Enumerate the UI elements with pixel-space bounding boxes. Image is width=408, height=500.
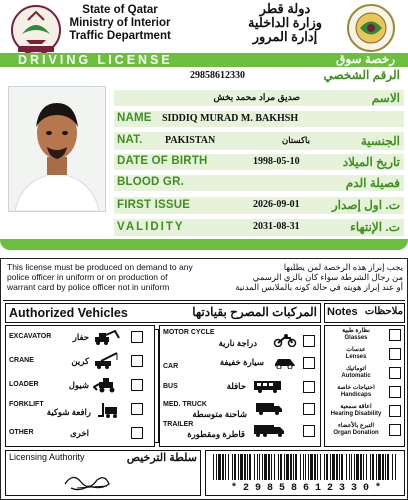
note-ar: احتياجات خاصة bbox=[337, 385, 375, 391]
notice-en-line: police officer in uniform or on production of bbox=[7, 272, 168, 282]
notes-title-en: Notes bbox=[327, 306, 358, 318]
license-title-ar: رخصة سوق bbox=[336, 52, 395, 66]
holder-photo bbox=[8, 86, 106, 212]
truck-icon bbox=[255, 401, 283, 420]
note-en: Glasses bbox=[344, 335, 368, 341]
note-en: Lenses bbox=[345, 354, 367, 360]
name-ar-value: صديق مراد محمد بخش bbox=[213, 92, 300, 102]
barcode-text: * 2 9 8 5 8 6 1 2 3 3 0 * bbox=[230, 483, 382, 494]
issuer-en-line: State of Qatar bbox=[82, 4, 158, 16]
notice-en-line: This license must be produced on demand to any bbox=[7, 262, 193, 272]
field-value: SIDDIQ MURAD M. BAKHSH bbox=[162, 113, 299, 124]
field-label-en: VALIDITY bbox=[117, 221, 185, 233]
vehicle-label-en: BUS bbox=[163, 383, 178, 390]
issuer-ar-line: إدارة المرور bbox=[252, 29, 318, 44]
bottom-band bbox=[0, 239, 408, 250]
vehicle-checkbox[interactable] bbox=[131, 427, 143, 439]
note-checkbox[interactable] bbox=[389, 405, 401, 417]
license-title-en: DRIVING LICENSE bbox=[18, 53, 173, 67]
vehicle-label-ar: قاطرة ومقطورة bbox=[187, 429, 245, 439]
note-item bbox=[327, 385, 385, 399]
authorized-title-ar: المركبات المصرح بقيادتها bbox=[192, 305, 317, 319]
note-ar: نظارة طبية bbox=[342, 328, 370, 334]
field-label-ar: ت. الإنتهاء bbox=[350, 220, 400, 234]
vehicle-label-en: TRAILER bbox=[163, 421, 194, 428]
field-value: PAKISTAN bbox=[165, 135, 216, 146]
field-value-ar: باكستان bbox=[282, 135, 310, 145]
field-label-en: BLOOD GR. bbox=[117, 176, 184, 188]
car-icon bbox=[273, 355, 297, 374]
note-checkbox[interactable] bbox=[389, 329, 401, 341]
notice-ar-line: يجب إبراز هذه الرخصة لمن يطلبها bbox=[283, 262, 403, 272]
vehicle-checkbox[interactable] bbox=[131, 379, 143, 391]
note-checkbox[interactable] bbox=[389, 424, 401, 436]
note-item bbox=[327, 404, 385, 418]
license-back bbox=[0, 258, 408, 500]
vehicle-checkbox[interactable] bbox=[303, 381, 315, 393]
signature bbox=[61, 466, 121, 499]
issuer-ar-line: وزارة الداخلية bbox=[247, 15, 323, 30]
field-value: 2031-08-31 bbox=[253, 221, 300, 232]
notice-en bbox=[7, 262, 227, 292]
vehicle-label-ar: دراجة نارية bbox=[218, 338, 257, 348]
note-ar: اعاقة سمعية bbox=[340, 404, 372, 410]
note-checkbox[interactable] bbox=[389, 348, 401, 360]
vehicle-label-ar: سيارة خفيفة bbox=[219, 357, 264, 367]
gcc-emblem-icon bbox=[344, 3, 398, 53]
vehicle-label-en: MOTOR CYCLE bbox=[163, 329, 215, 336]
vehicle-label-ar: كرين bbox=[71, 356, 89, 366]
field-label-ar: ت. اول إصدار bbox=[331, 198, 400, 212]
loader-icon bbox=[93, 375, 121, 398]
issuer-en bbox=[60, 4, 180, 43]
vehicle-label-en: MED. TRUCK bbox=[163, 401, 207, 408]
field-label-ar: تاريخ الميلاد bbox=[342, 155, 400, 169]
field-value: 2026-09-01 bbox=[253, 199, 300, 210]
vehicle-label-en: LOADER bbox=[9, 381, 39, 388]
vehicle-checkbox[interactable] bbox=[303, 425, 315, 437]
authorized-title-en: Authorized Vehicles bbox=[9, 306, 128, 320]
divider bbox=[3, 300, 405, 301]
notice-en-line: warrant card by police officer not in uniform bbox=[7, 282, 170, 292]
authority-label-ar: سلطة الترخيص bbox=[126, 452, 197, 464]
personal-number: 29858612330 bbox=[190, 70, 245, 81]
vehicle-checkbox[interactable] bbox=[131, 403, 143, 415]
issuer-en-line: Traffic Department bbox=[69, 30, 171, 42]
note-ar: اتوماتيك bbox=[345, 366, 366, 372]
vehicle-label-en: EXCAVATOR bbox=[9, 333, 52, 340]
vehicle-label-ar: حافلة bbox=[226, 381, 246, 391]
vehicle-label-en: OTHER bbox=[9, 429, 34, 436]
vehicle-label-ar: شيول bbox=[68, 380, 89, 390]
notice-ar-line: من رجال الشرطة سواء كان بالزي الرسمي bbox=[252, 272, 403, 282]
note-item bbox=[327, 423, 385, 437]
field-label-en: DATE OF BIRTH bbox=[117, 155, 208, 167]
name-ar-label: الاسم bbox=[371, 91, 400, 105]
note-ar: عدسات bbox=[346, 347, 366, 353]
excavator-icon bbox=[93, 329, 121, 350]
vehicle-checkbox[interactable] bbox=[303, 335, 315, 347]
issuer-en-line: Ministry of Interior bbox=[69, 17, 171, 29]
personal-number-label: الرقم الشخصي bbox=[323, 68, 400, 82]
notice-ar-line: أو عند إبراز هويته في حالة كونه بالملابس المدنية bbox=[235, 282, 403, 292]
field-label-ar: الجنسية bbox=[360, 134, 400, 148]
note-item bbox=[327, 328, 385, 342]
vehicle-checkbox[interactable] bbox=[131, 331, 143, 343]
vehicle-checkbox[interactable] bbox=[303, 403, 315, 415]
note-en: Organ Donation bbox=[333, 430, 379, 436]
vehicle-label-en: CAR bbox=[163, 363, 179, 370]
trailer-icon bbox=[253, 423, 285, 442]
qatar-emblem-icon bbox=[8, 4, 64, 56]
vehicle-label-ar: رافعة شوكية bbox=[46, 407, 91, 417]
note-en: Hearing Disability bbox=[330, 411, 382, 417]
note-item bbox=[327, 347, 385, 361]
vehicle-label-ar: اخرى bbox=[70, 428, 89, 438]
vehicle-checkbox[interactable] bbox=[131, 355, 143, 367]
barcode bbox=[213, 454, 399, 480]
crane-icon bbox=[93, 351, 121, 374]
vehicle-checkbox[interactable] bbox=[303, 357, 315, 369]
notice-ar bbox=[231, 262, 403, 292]
bus-icon bbox=[253, 379, 283, 398]
field-label-en: FIRST ISSUE bbox=[117, 199, 191, 211]
note-en: Automatic bbox=[341, 373, 371, 379]
note-item bbox=[327, 366, 385, 380]
notes-title-ar: ملاحظات bbox=[364, 306, 403, 317]
motorcycle-icon bbox=[273, 333, 297, 352]
vehicle-label-ar: شاحنة متوسطة bbox=[192, 409, 247, 419]
authority-label-en: Licensing Authority bbox=[9, 452, 85, 462]
issuer-ar-line: دولة قطر bbox=[259, 1, 311, 16]
field-label-ar: فصيلة الدم bbox=[345, 176, 400, 190]
vehicle-label-en: CRANE bbox=[9, 357, 34, 364]
field-label-en: NAME bbox=[117, 112, 152, 124]
note-ar: التبرع بالأعضاء bbox=[337, 423, 375, 429]
forklift-icon bbox=[97, 401, 123, 424]
note-checkbox[interactable] bbox=[389, 367, 401, 379]
note-checkbox[interactable] bbox=[389, 386, 401, 398]
vehicle-label-en: FORKLIFT bbox=[9, 401, 44, 408]
vehicle-label-ar: حفار bbox=[72, 332, 89, 342]
issuer-ar bbox=[230, 2, 340, 44]
note-en: Handicaps bbox=[340, 392, 372, 398]
field-label-en: NAT. bbox=[117, 134, 143, 146]
field-value: 1998-05-10 bbox=[253, 156, 300, 167]
